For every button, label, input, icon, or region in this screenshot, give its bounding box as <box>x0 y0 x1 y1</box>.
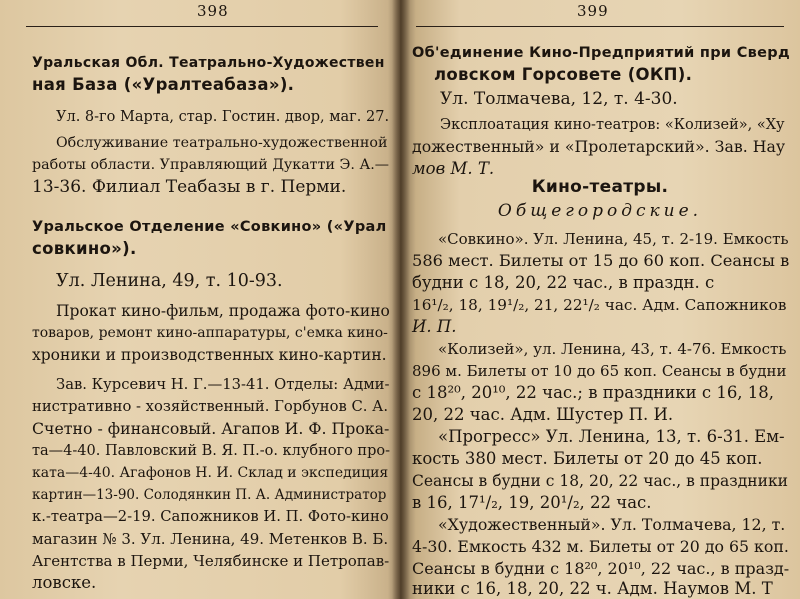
text-line: ката—4-40. Агафонов Н. И. Склад и экспедиция <box>32 465 389 481</box>
heading-line: Уральская Обл. Театрально-Художествен <box>32 55 385 71</box>
text-line: «Колизей», ул. Ленина, 43, т. 4-76. Емкость <box>438 340 787 358</box>
book-gutter-shadow <box>392 0 410 599</box>
page-number: 399 <box>577 2 609 20</box>
text-line: 586 мест. Билеты от 15 до 60 коп. Сеансы в <box>412 251 790 270</box>
text-line: «Прогресс» Ул. Ленина, 13, т. 6-31. Ем- <box>438 427 785 446</box>
text-line: к.-театра—2-19. Сапожников И. П. Фото-кино <box>32 508 389 525</box>
text-line: товаров, ремонт кино-аппаратуры, с'емка кино- <box>32 325 388 341</box>
text-line: ники с 16, 18, 20, 22 ч. Адм. Наумов М. Т <box>412 579 773 598</box>
heading-line: Уральское Отделение «Совкино» («Урал <box>32 219 387 235</box>
header-rule <box>26 26 378 27</box>
section-heading: Кино-театры. <box>531 177 669 197</box>
heading-line: ловском Горсовете (ОКП). <box>434 65 693 84</box>
subsection-heading: Общегородские. <box>497 201 703 221</box>
text-line: в 16, 17¹/₂, 19, 20¹/₂, 22 час. <box>412 493 652 512</box>
text-line: Агентства в Перми, Челябинске и Петропав- <box>32 552 390 570</box>
text-line: Прокат кино-фильм, продажа фото-кино <box>56 302 390 320</box>
text-line: будни с 18, 20, 22 час., в праздн. с <box>412 273 715 292</box>
address-line: Ул. 8-го Марта, стар. Гостин. двор, маг. 27. <box>56 109 390 125</box>
heading-line: ная База («Уралтеабаза»). <box>32 75 295 94</box>
text-line: картин—13-90. Солодянкин П. А. Администратор <box>32 487 387 503</box>
text-line: Сеансы в будни с 18²⁰, 20¹⁰, 22 час., в празд- <box>412 559 790 578</box>
text-line: дожественный» и «Пролетарский». Зав. Нау <box>412 137 786 156</box>
text-line: магазин № 3. Ул. Ленина, 49. Метенков В. Б. <box>32 530 389 548</box>
text-line: И. П. <box>412 317 457 336</box>
text-line: работы области. Управляющий Дукатти Э. А.— <box>32 157 390 173</box>
text-line: хроники и производственных кино-картин. <box>32 346 387 364</box>
text-line: 4-30. Емкость 432 м. Билеты от 20 до 65 коп. <box>412 537 789 556</box>
text-line: 13-36. Филиал Теабазы в г. Перми. <box>32 177 347 197</box>
address-line: Ул. Толмачева, 12, т. 4-30. <box>440 89 678 109</box>
text-line: 896 м. Билеты от 10 до 65 коп. Сеансы в будни <box>412 362 787 380</box>
text-line: Обслуживание театрально-художественной <box>56 135 388 151</box>
address-line: Ул. Ленина, 49, т. 10-93. <box>56 271 283 291</box>
text-line: Счетно - финансовый. Агапов И. Ф. Прока- <box>32 419 390 438</box>
text-line: та—4-40. Павловский В. Я. П.-о. клубного про- <box>32 443 390 459</box>
text-line: Сеансы в будни с 18, 20, 22 час., в праздники <box>412 472 788 490</box>
text-line: «Совкино». Ул. Ленина, 45, т. 2-19. Емкость <box>438 230 789 248</box>
page-number: 398 <box>197 2 229 20</box>
heading-line: совкино»). <box>32 239 137 258</box>
header-rule <box>416 26 784 27</box>
text-line: 20, 22 час. Адм. Шустер П. И. <box>412 405 674 424</box>
text-line: 16¹/₂, 18, 19¹/₂, 21, 22¹/₂ час. Адм. Сапожников <box>412 296 787 314</box>
text-line: нистративно - хозяйственный. Горбунов С. А. <box>32 398 389 415</box>
heading-line: Об'единение Кино-Предприятий при Сверд <box>412 45 790 61</box>
text-line: кость 380 мест. Билеты от 20 до 45 коп. <box>412 449 763 468</box>
text-line: Эксплоатация кино-театров: «Колизей», «Ху <box>440 117 785 133</box>
text-line: Зав. Курсевич Н. Г.—13-41. Отделы: Адми- <box>56 376 390 393</box>
right-page <box>400 0 800 599</box>
text-line: «Художественный». Ул. Толмачева, 12, т. <box>438 515 786 534</box>
text-line: с 18²⁰, 20¹⁰, 22 час.; в праздники с 16, 18, <box>412 383 775 402</box>
text-line: мов М. Т. <box>412 159 495 178</box>
text-line: ловске. <box>32 573 97 592</box>
